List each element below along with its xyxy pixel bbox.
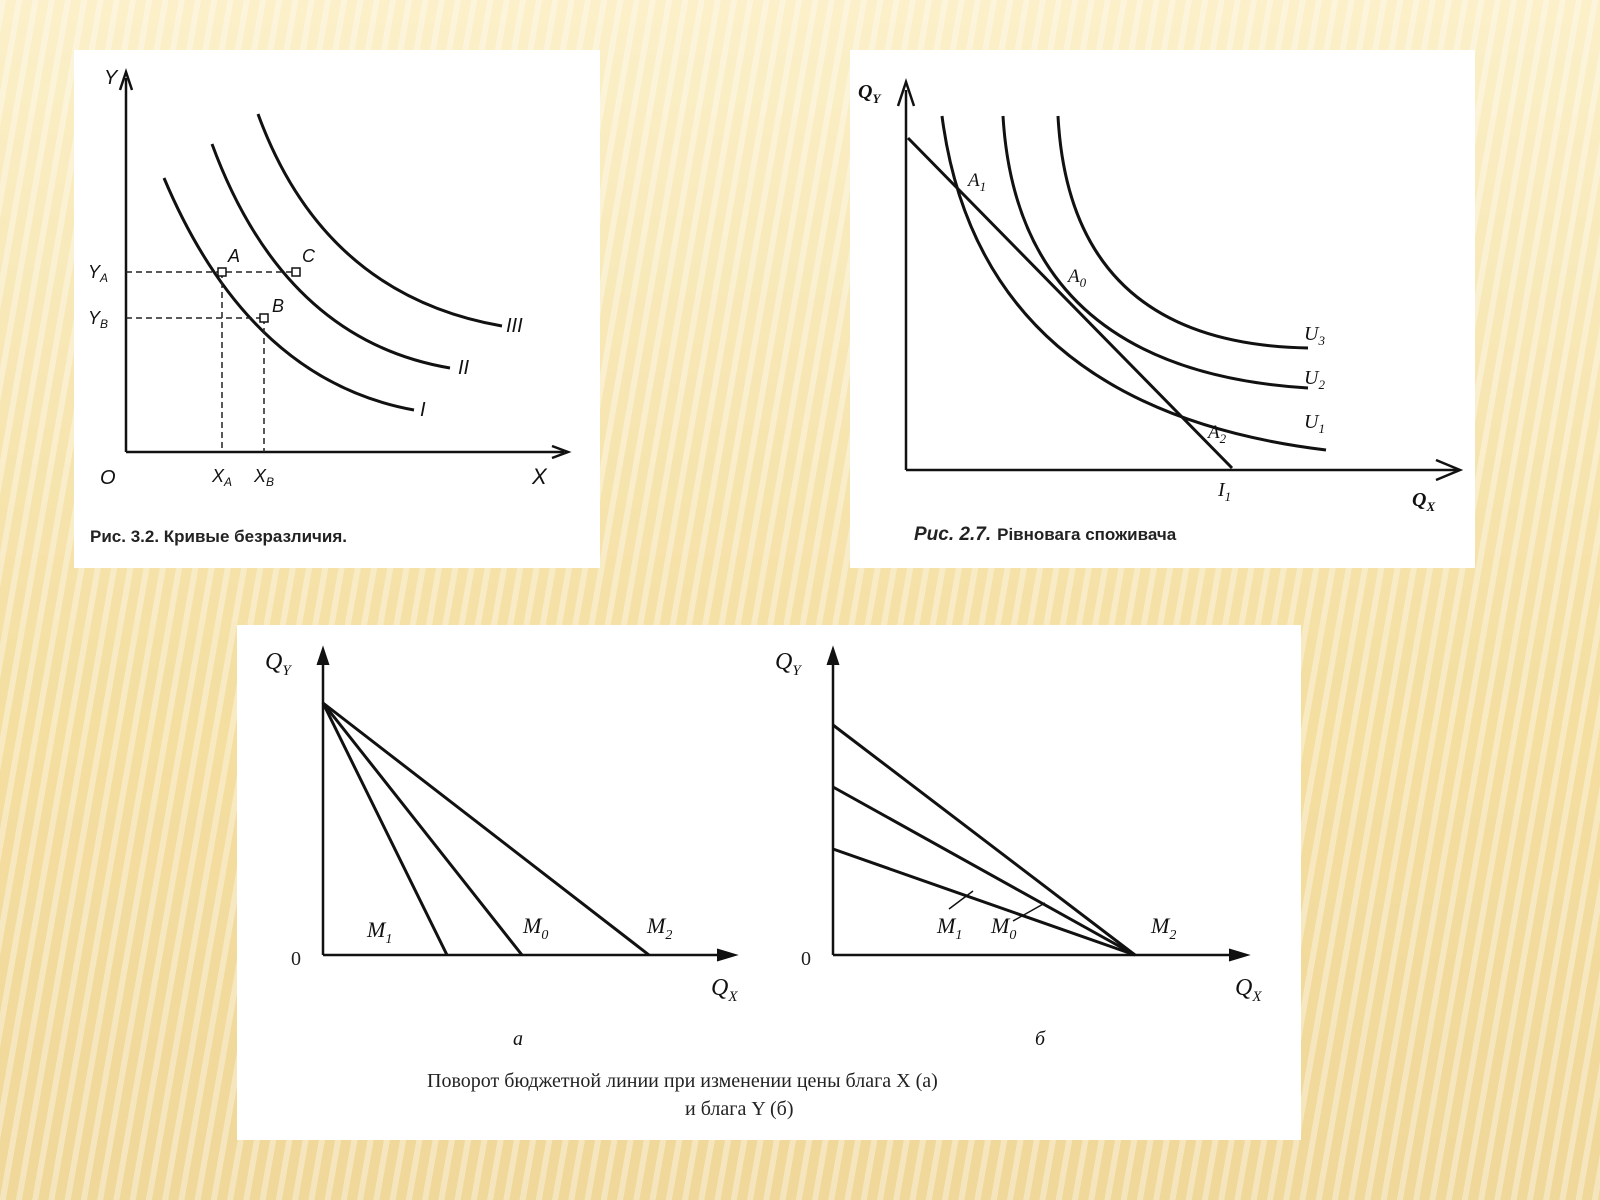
x-axis-b-arrow bbox=[1229, 949, 1249, 961]
budget-line-m0-b bbox=[833, 787, 1135, 955]
line-m2-a-label: $M_2$ bbox=[647, 913, 673, 943]
figure-budget-line-rotation bbox=[237, 625, 1301, 1140]
caption-fig-a: Рис. 3.2. Кривые безразличия. bbox=[90, 527, 348, 546]
subplot-a-label: а bbox=[513, 1028, 523, 1050]
x-axis-b-label: $Q_X$ bbox=[1235, 975, 1262, 1005]
tick-xb: $X_B$ bbox=[254, 466, 275, 489]
curve-III bbox=[258, 114, 502, 326]
line-m0-b-label: $M_0$ bbox=[991, 913, 1017, 943]
curve-II-label: II bbox=[458, 357, 470, 379]
caption-fig-b-text: Рівновага споживача bbox=[997, 525, 1177, 544]
curve-U3-label: $U_3$ bbox=[1304, 323, 1325, 348]
y-axis-b-arrow bbox=[827, 647, 839, 665]
line-m1-b-label: $M_1$ bbox=[937, 913, 963, 943]
y-axis-a-label: $Q_Y$ bbox=[265, 649, 291, 679]
budget-line-m1-b bbox=[833, 849, 1135, 955]
curve-I-label: I bbox=[420, 399, 426, 421]
line-m2-b-label: $M_2$ bbox=[1151, 913, 1177, 943]
line-m0-a-label: $M_0$ bbox=[523, 913, 549, 943]
figure-indifference-curves bbox=[74, 50, 600, 568]
tick-yb: $Y_B$ bbox=[88, 308, 109, 331]
origin-b-label: 0 bbox=[801, 948, 811, 970]
y-axis-label: Y bbox=[104, 67, 118, 89]
caption-fig-c-line2: и блага Y (б) bbox=[685, 1098, 794, 1120]
point-a0-label: $A_0$ bbox=[1068, 266, 1087, 290]
curve-U2-label: $U_2$ bbox=[1304, 367, 1325, 392]
x-axis-a-arrow bbox=[717, 949, 737, 961]
curve-U2 bbox=[1003, 116, 1308, 388]
caption-fig-b bbox=[914, 524, 1177, 545]
curve-II bbox=[212, 144, 450, 368]
figure-consumer-equilibrium bbox=[850, 50, 1475, 568]
x-axis-label: X bbox=[532, 464, 547, 489]
line-m1-a-label: $M_1$ bbox=[367, 917, 393, 947]
x-axis-a-label: $Q_X$ bbox=[711, 975, 738, 1005]
point-c-marker bbox=[292, 268, 300, 276]
tick-xa: $X_A$ bbox=[212, 466, 233, 489]
curve-U1-label: $U_1$ bbox=[1304, 411, 1325, 436]
point-b-label: B bbox=[272, 296, 285, 316]
caption-fig-c-line1: Поворот бюджетной линии при изменении цены блага X (а) bbox=[427, 1070, 938, 1092]
curve-I bbox=[164, 178, 414, 410]
curve-III-label: III bbox=[506, 315, 523, 337]
subplot-a bbox=[265, 647, 738, 1050]
subplot-b-label: б bbox=[1035, 1028, 1046, 1050]
point-b-marker bbox=[260, 314, 268, 322]
x-axis-label: $Q_X$ bbox=[1412, 489, 1436, 514]
consumer-equilibrium-diagram bbox=[850, 50, 1475, 568]
curve-U3 bbox=[1058, 116, 1308, 348]
point-a-marker bbox=[218, 268, 226, 276]
tick-ya: $Y_A$ bbox=[88, 262, 109, 285]
point-a2-label: $A_2$ bbox=[1208, 422, 1227, 446]
origin-label: O bbox=[100, 467, 116, 489]
point-a1-label: $A_1$ bbox=[968, 170, 987, 194]
budget-line-m2-b bbox=[833, 725, 1135, 955]
y-axis-label: $Q_Y$ bbox=[858, 81, 881, 106]
point-a-label: A bbox=[228, 246, 241, 266]
caption-fig-b-prefix: Рис. 2.7. bbox=[914, 524, 992, 545]
origin-a-label: 0 bbox=[291, 948, 301, 970]
point-c-label: C bbox=[302, 246, 315, 266]
y-axis-a-arrow bbox=[317, 647, 329, 665]
curve-U1 bbox=[942, 116, 1326, 450]
y-axis-b-label: $Q_Y$ bbox=[775, 649, 801, 679]
indifference-curves-diagram bbox=[74, 50, 600, 568]
subplot-b bbox=[775, 647, 1262, 1050]
budget-line-rotation-diagram bbox=[237, 625, 1301, 1140]
budget-line-m0-a bbox=[323, 703, 522, 955]
budget-label: $I_1$ bbox=[1218, 479, 1232, 504]
